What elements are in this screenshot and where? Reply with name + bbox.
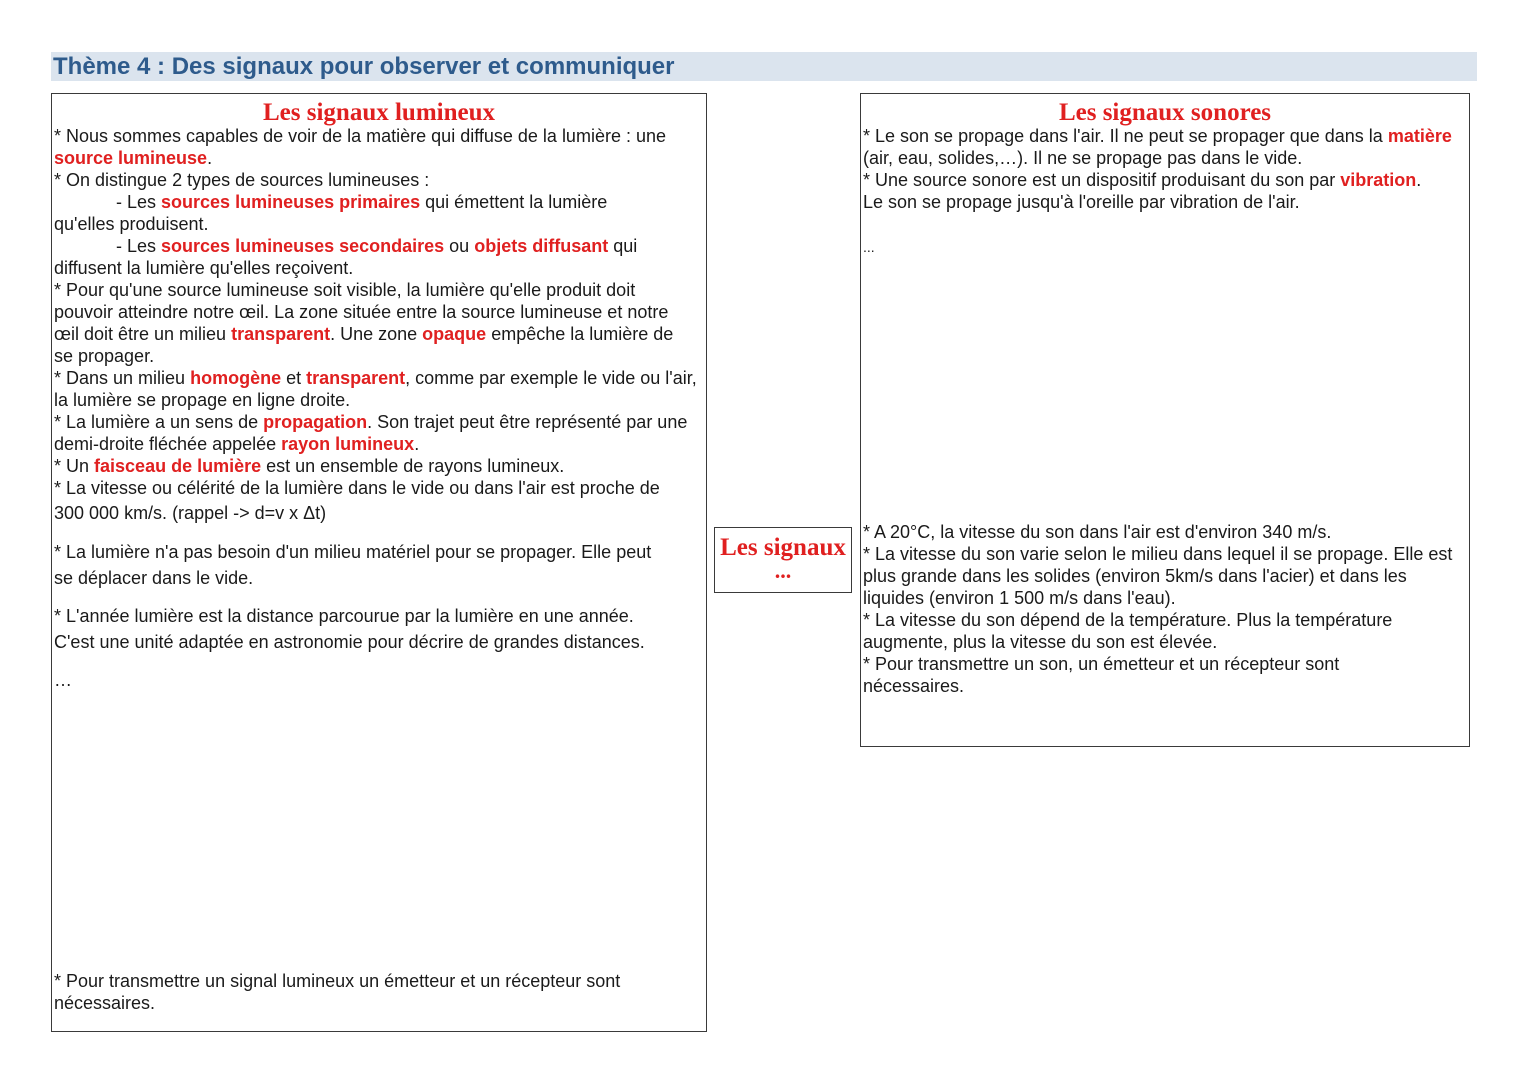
paragraph: * Un faisceau de lumière est un ensemble de rayons lumineux. <box>54 456 565 476</box>
paragraph: * On distingue 2 types de sources lumineuses : <box>54 170 430 190</box>
paragraph: * A 20°C, la vitesse du son dans l'air est d'environ 340 m/s. <box>863 522 1332 542</box>
paragraph: * L'année lumière est la distance parcourue par la lumière en une année. C'est une unité adaptée en astronomie pour décrire de grandes distances. <box>54 606 645 652</box>
paragraph: * Pour transmettre un son, un émetteur et un récepteur sont nécessaires. <box>863 654 1340 696</box>
paragraph: * La vitesse du son varie selon le milieu dans lequel il se propage. Elle est plus grande dans les solides (environ 5km/s dans l'acier) et dans les liquides (environ 1 500 m/s dans l'eau). <box>863 544 1453 608</box>
paragraph: * La lumière n'a pas besoin d'un milieu matériel pour se propager. Elle peut se déplacer dans le vide. <box>54 542 652 588</box>
paragraph: * Une source sonore est un dispositif produisant du son par vibration. Le son se propage jusqu'à l'oreille par vibration de l'air. <box>863 170 1422 212</box>
paragraph: * La vitesse du son dépend de la température. Plus la température augmente, plus la vitesse du son est élevée. <box>863 610 1393 652</box>
paragraph: - Les sources lumineuses primaires qui émettent la lumière qu'elles produisent. <box>54 192 608 234</box>
ellipsis-text: … <box>54 670 72 690</box>
ellipsis-text: ... <box>863 239 875 255</box>
light-signals-body <box>54 125 704 524</box>
paragraph: - Les sources lumineuses secondaires ou objets diffusant qui diffusent la lumière qu'elles reçoivent. <box>54 236 638 278</box>
ellipsis <box>54 669 704 691</box>
paragraph: * La lumière a un sens de propagation. Son trajet peut être représenté par une demi-droite fléchée appelée rayon lumineux. <box>54 412 688 454</box>
light-signals-box <box>51 93 707 1032</box>
sound-signals-title: Les signaux sonores <box>1058 99 1272 126</box>
light-transmission <box>54 970 704 1014</box>
light-speed-vacuum <box>54 539 704 591</box>
signals-dots: ... <box>774 558 792 583</box>
light-year <box>54 603 704 655</box>
sound-speed-body <box>863 521 1467 697</box>
signals-title: Les signaux <box>720 534 846 561</box>
light-signals-title: Les signaux lumineux <box>262 99 495 126</box>
paragraph: * Nous sommes capables de voir de la matière qui diffuse de la lumière : une source lumineuse. <box>54 126 666 168</box>
paragraph: * Dans un milieu homogène et transparent, comme par exemple le vide ou l'air, la lumière se propage en ligne droite. <box>54 368 697 410</box>
paragraph: * Le son se propage dans l'air. Il ne peut se propager que dans la matière (air, eau, solides,…). Il ne se propage pas dans le vide. <box>863 126 1452 168</box>
paragraph: * La vitesse ou célérité de la lumière dans le vide ou dans l'air est proche de <box>54 478 660 498</box>
signals-box <box>714 527 852 593</box>
paragraph: * Pour qu'une source lumineuse soit visible, la lumière qu'elle produit doit pouvoir atteindre notre œil. La zone située entre la source lumineuse et notre œil doit être un milieu transparent. Une zone opaque empêche la lumière de se propager. <box>54 280 674 366</box>
sound-signals-body <box>863 125 1467 213</box>
sound-signals-box <box>860 93 1470 747</box>
ellipsis <box>863 236 1467 258</box>
theme-header <box>51 52 1477 81</box>
paragraph: 300 000 km/s. (rappel -> d=v x Δt) <box>54 503 327 523</box>
paragraph: * Pour transmettre un signal lumineux un émetteur et un récepteur sont nécessaires. <box>54 971 621 1013</box>
page-title: Thème 4 : Des signaux pour observer et communiquer <box>53 53 675 80</box>
